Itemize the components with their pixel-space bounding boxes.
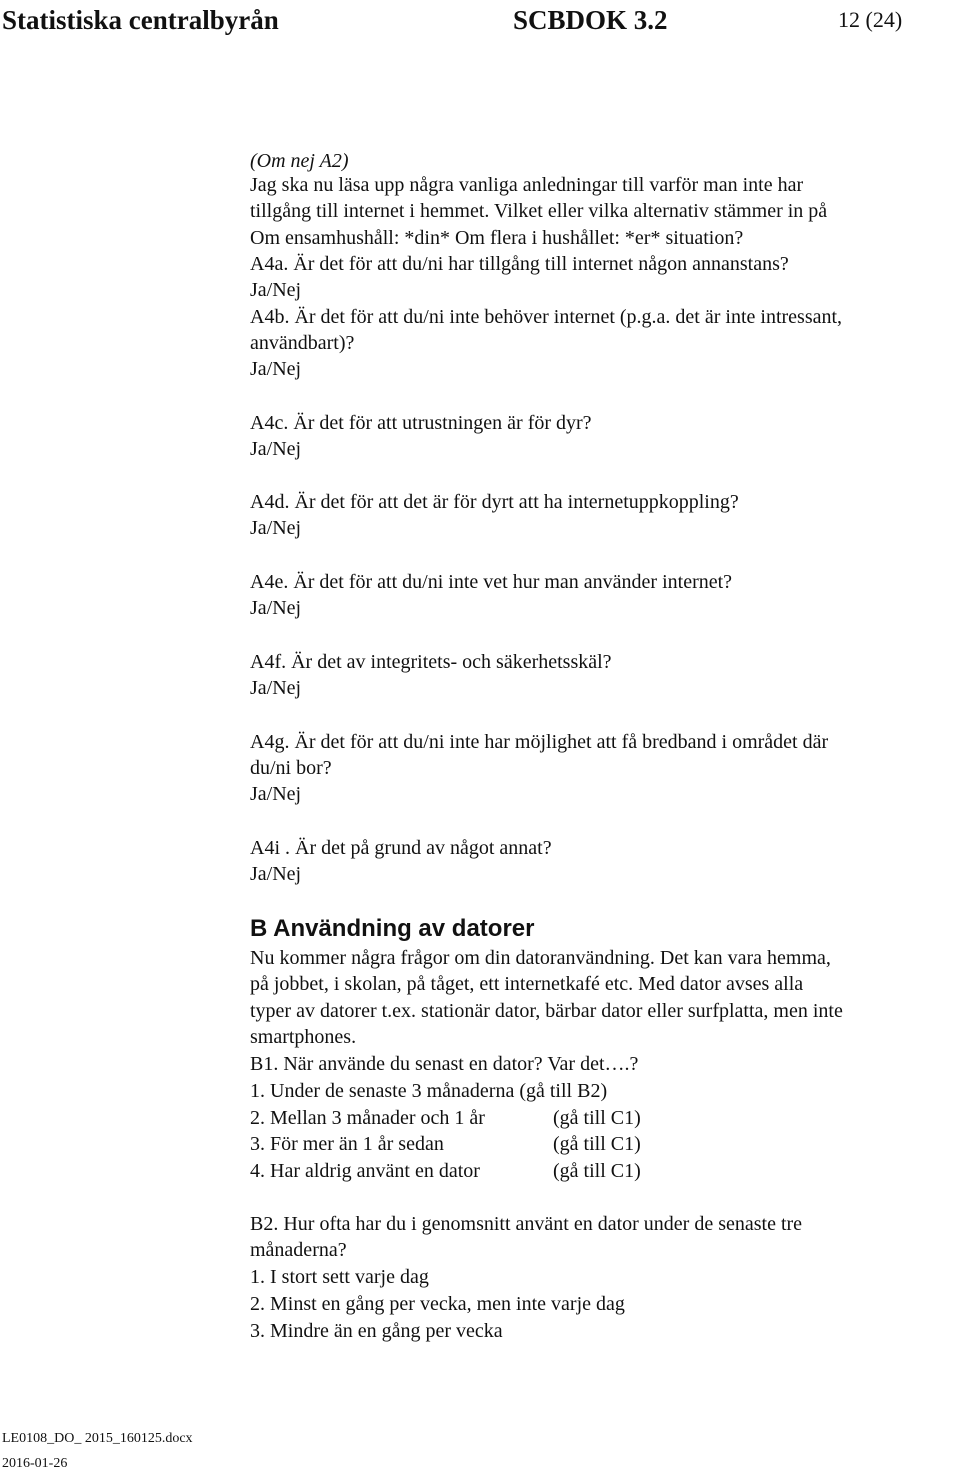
answer-a4a: Ja/Nej [250, 279, 302, 301]
question-a4c: A4c. Är det för att utrustningen är för dyr? [250, 412, 592, 434]
question-a4g: A4g. Är det för att du/ni inte har möjlighet att få bredband i området där [250, 731, 829, 753]
footer-filename: LE0108_DO_ 2015_160125.docx [2, 1431, 193, 1446]
b1-option-2: 2. Mellan 3 månader och 1 år [250, 1107, 485, 1129]
section-b-intro-line: typer av datorer t.ex. stationär dator, bärbar dator eller surfplatta, men inte [250, 1000, 843, 1022]
question-a4d: A4d. Är det för att det är för dyrt att ha internetuppkoppling? [250, 491, 739, 513]
question-a4i: A4i . Är det på grund av något annat? [250, 837, 552, 859]
page-number: 12 (24) [838, 7, 903, 32]
answer-a4g: Ja/Nej [250, 783, 302, 805]
answer-a4c: Ja/Nej [250, 438, 302, 460]
intro-line: tillgång till internet i hemmet. Vilket eller vilka alternativ stämmer in på [250, 200, 828, 222]
document-id: SCBDOK 3.2 [513, 5, 668, 35]
answer-a4f: Ja/Nej [250, 677, 302, 699]
footer-date: 2016-01-26 [2, 1456, 68, 1471]
question-b2: B2. Hur ofta har du i genomsnitt använt en dator under de senaste tre [250, 1213, 803, 1235]
b2-option-1: 1. I stort sett varje dag [250, 1266, 429, 1288]
question-a4b: A4b. Är det för att du/ni inte behöver internet (p.g.a. det är inte intressant, [250, 306, 843, 328]
b1-option-1: 1. Under de senaste 3 månaderna (gå till B2) [250, 1080, 608, 1102]
question-b2-cont: månaderna? [250, 1239, 347, 1261]
b1-option-3-goto: (gå till C1) [553, 1133, 641, 1155]
intro-note: (Om nej A2) [250, 150, 349, 172]
b1-option-3: 3. För mer än 1 år sedan [250, 1133, 444, 1155]
section-b-intro-line: Nu kommer några frågor om din datoranvändning. Det kan vara hemma, [250, 947, 831, 969]
question-a4f: A4f. Är det av integritets- och säkerhetsskäl? [250, 651, 612, 673]
b1-option-4: 4. Har aldrig använt en dator [250, 1160, 480, 1182]
section-b-intro-line: smartphones. [250, 1026, 357, 1048]
b2-option-2: 2. Minst en gång per vecka, men inte varje dag [250, 1293, 625, 1315]
question-a4g-cont: du/ni bor? [250, 757, 332, 779]
b1-option-4-goto: (gå till C1) [553, 1160, 641, 1182]
organization-name: Statistiska centralbyrån [2, 5, 279, 35]
question-b1: B1. När använde du senast en dator? Var det….? [250, 1053, 639, 1075]
question-a4b-cont: användbart)? [250, 332, 355, 354]
answer-a4i: Ja/Nej [250, 863, 302, 885]
answer-a4e: Ja/Nej [250, 597, 302, 619]
section-b-intro-line: på jobbet, i skolan, på tåget, ett internetkafé etc. Med dator avses alla [250, 973, 804, 995]
question-a4a: A4a. Är det för att du/ni har tillgång till internet någon annanstans? [250, 253, 789, 275]
answer-a4b: Ja/Nej [250, 358, 302, 380]
intro-line: Om ensamhushåll: *din* Om flera i hushållet: *er* situation? [250, 227, 744, 249]
b1-option-2-goto: (gå till C1) [553, 1107, 641, 1129]
intro-line: Jag ska nu läsa upp några vanliga anledningar till varför man inte har [250, 174, 804, 196]
b2-option-3: 3. Mindre än en gång per vecka [250, 1320, 503, 1342]
answer-a4d: Ja/Nej [250, 517, 302, 539]
question-a4e: A4e. Är det för att du/ni inte vet hur man använder internet? [250, 571, 733, 593]
section-heading: B Användning av datorer [250, 915, 535, 942]
